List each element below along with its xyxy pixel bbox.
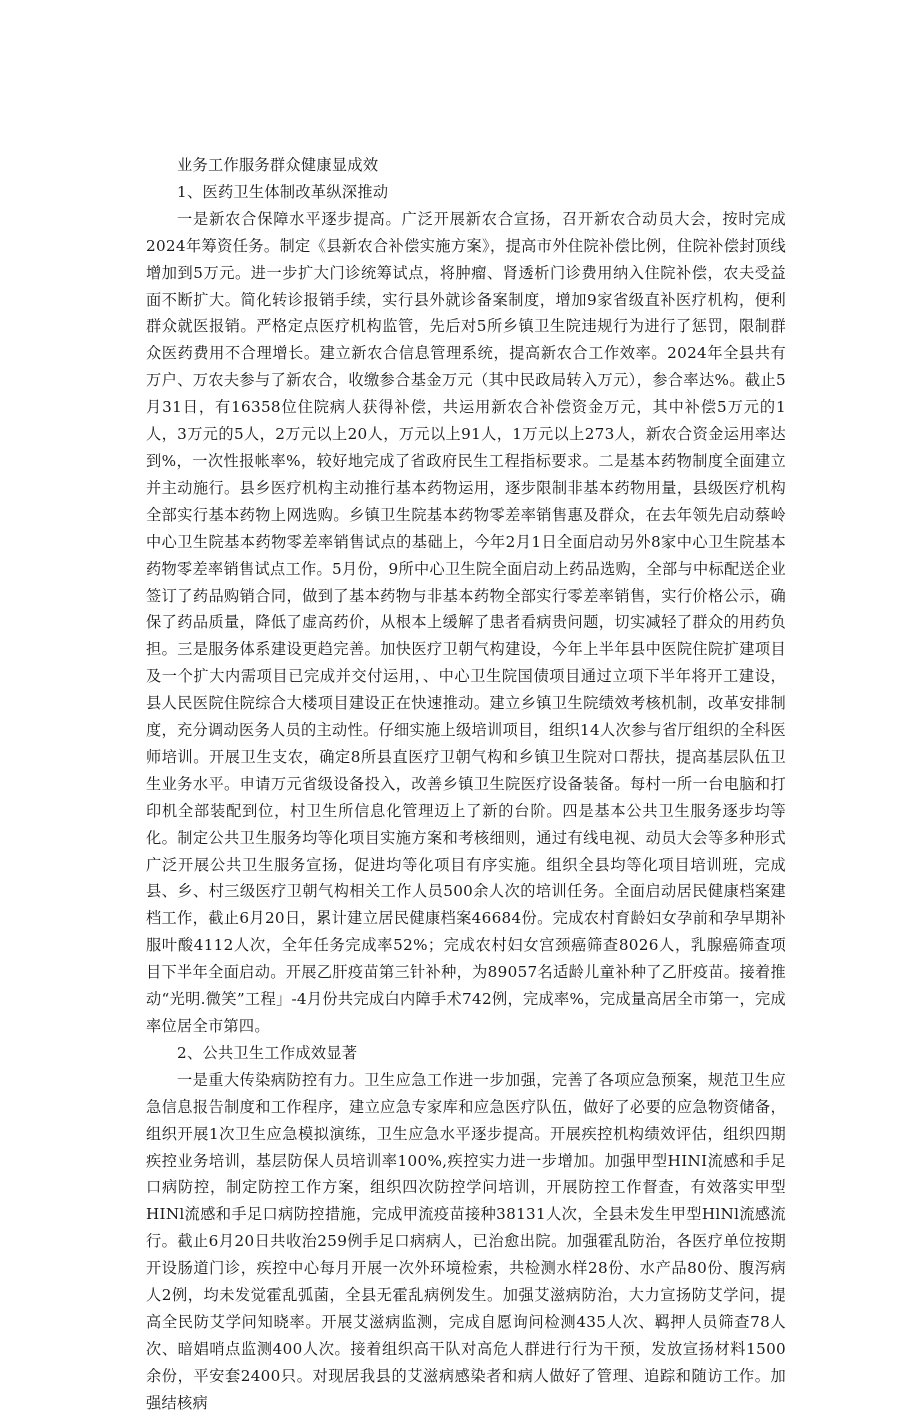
section-heading-2: 2、公共卫生工作成效显著 [177, 1043, 358, 1062]
section-heading-1: 1、医药卫生体制改革纵深推动 [177, 182, 389, 201]
document-page [146, 152, 786, 1417]
section-paragraph-1: 一是新农合保障水平逐步提高。广泛开展新农合宣扬，召开新农合动员大会，按时完成2024年筹资任务。制定《县新农合补偿实施方案》，提高市外住院补偿比例，住院补偿封顶线增加到5万元。进一步扩大门诊统筹试点，将肿瘤、肾透析门诊费用纳入住院补偿，农夫受益面不断扩大。简化转诊报销手续，实行县外就诊备案制度，增加9家省级直补医疗机构，便利群众就医报销。严格定点医疗机构监管，先后对5所乡镇卫生院违规行为进行了惩罚，限制群众医药费用不合理增长。建立新农合信息管理系统，提高新农合工作效率。2024年全县共有万户、万农夫参与了新农合，收缴参合基金万元（其中民政局转入万元），参合率达%。截止5月31日，有16358位住院病人获得补偿，共运用新农合补偿资金万元，其中补偿5万元的1人，3万元的5人，2万元以上20人，万元以上91人，1万元以上273人，新农合资金运用率达到%，一次性报帐率%，较好地完成了省政府民生工程指标要求。二是基本药物制度全面建立并主动施行。县乡医疗机构主动推行基本药物运用，逐步限制非基本药物用量，县级医疗机构全部实行基本药物上网选购。乡镇卫生院基本药物零差率销售惠及群众，在去年领先启动蔡岭中心卫生院基本药物零差率销售试点的基础上，今年2月1日全面启动另外8家中心卫生院基本药物零差率销售试点工作。5月份，9所中心卫生院全面启动上药品选购，全部与中标配送企业签订了药品购销合同，做到了基本药物与非基本药物全部实行零差率销售，实行价格公示，确保了药品质量，降低了虚高药价，从根本上缓解了患者看病贵问题，切实减轻了群众的用药负担。三是服务体系建设更趋完善。加快医疗卫朝气构建设，今年上半年县中医院住院扩建项目及一个扩大内需项目已完成并交付运用，、中心卫生院国债项目通过立项下半年将开工建设，县人民医院住院综合大楼项目建设正在快速推动。建立乡镇卫生院绩效考核机制，改革安排制度，充分调动医务人员的主动性。仔细实施上级培训项目，组织14人次参与省厅组织的全科医师培训。开展卫生支农，确定8所县直医疗卫朝气构和乡镇卫生院对口帮扶，提高基层队伍卫生业务水平。申请万元省级设备投入，改善乡镇卫生院医疗设备装备。每村一所一台电脑和打印机全部装配到位，村卫生所信息化管理迈上了新的台阶。四是基本公共卫生服务逐步均等化。制定公共卫生服务均等化项目实施方案和考核细则，通过有线电视、动员大会等多种形式广泛开展公共卫生服务宣扬，促进均等化项目有序实施。组织全县均等化项目培训班，完成县、乡、村三级医疗卫朝气构相关工作人员500余人次的培训任务。全面启动居民健康档案建档工作，截止6月20日，累计建立居民健康档案46684份。完成农村育龄妇女孕前和孕早期补服叶酸4112人次，全年任务完成率52%；完成农村妇女宫颈癌筛查8026人，乳腺癌筛查项目下半年全面启动。开展乙肝疫苗第三针补种，为89057名适龄儿童补种了乙肝疫苗。接着推动“光明.微笑”工程」-4月份共完成白内障手术742例，完成率%，完成量高居全市第一，完成率位居全市第四。 [146, 209, 786, 1035]
document-title: 业务工作服务群众健康显成效 [177, 156, 379, 174]
section-paragraph-2: 一是重大传染病防控有力。卫生应急工作进一步加强，完善了各项应急预案，规范卫生应急信息报告制度和工作程序，建立应急专家库和应急医疗队伍，做好了必要的应急物资储备，组织开展1次卫生应急模拟演练，卫生应急水平逐步提高。开展疾控机构绩效评估，组织四期疾控业务培训，基层防保人员培训率100%,疾控实力进一步增加。加强甲型HINI流感和手足口病防控，制定防控工作方案，组织四次防控学问培训，开展防控工作督查，有效落实甲型HINl流感和手足口病防控措施，完成甲流疫苗接种38131人次，全县未发生甲型HlNl流感流行。截止6月20日共收治259例手足口病病人，已治愈出院。加强霍乱防治，各医疗单位按期开设肠道门诊，疾控中心每月开展一次外环境检索，共检测水样28份、水产品80份、腹泻病人2例，均未发觉霍乱弧菌，全县无霍乱病例发生。加强艾滋病防治，大力宣扬防艾学问，提高全民防艾学问知晓率。开展艾滋病监测，完成自愿询问检测435人次、羁押人员筛查78人次、暗娼哨点监测400人次。接着组织高干队对高危人群进行行为干预，发放宣扬材料1500余份，平安套2400只。对现居我县的艾滋病感染者和病人做好了管理、追踪和随访工作。加强结核病 [146, 1070, 786, 1412]
